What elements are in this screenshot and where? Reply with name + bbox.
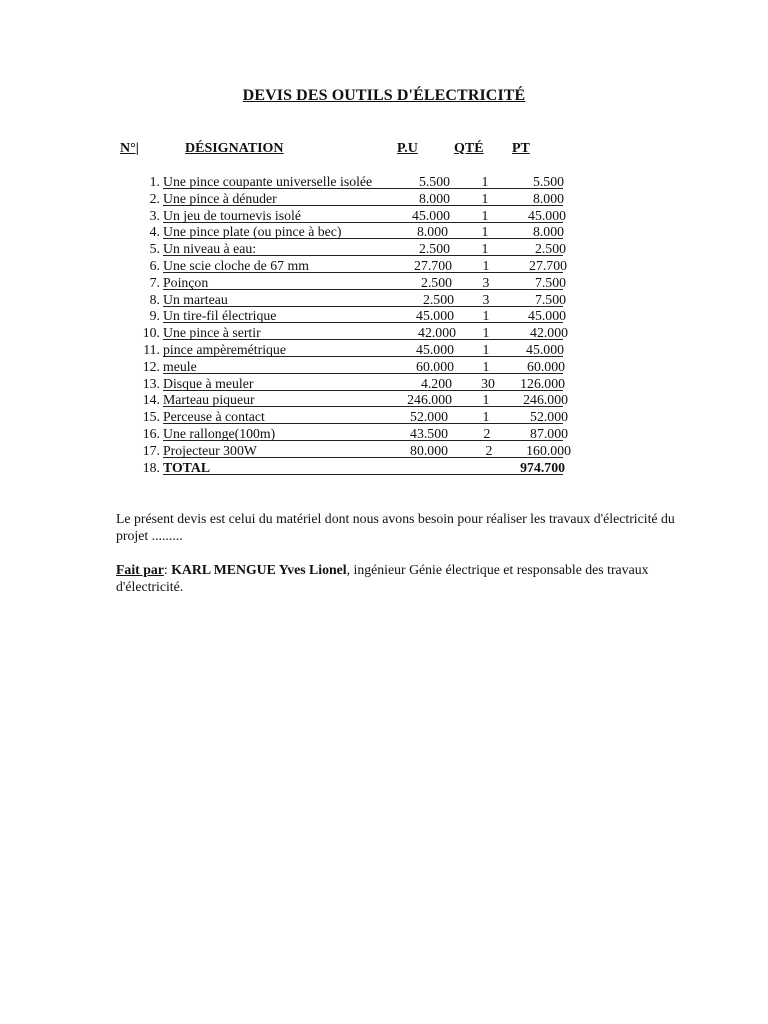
row-unit-price: 45.000 [416,341,454,357]
row-quantity: 1 [482,325,490,341]
row-quantity: 1 [482,409,490,425]
row-unit-price: 60.000 [416,358,454,374]
row-total-price: 246.000 [523,392,568,408]
row-number: 12. [142,358,160,374]
row-designation: Disque à meuler [163,375,254,391]
row-number: 14. [142,392,160,408]
table-row [0,191,768,208]
row-number: 7. [149,274,160,290]
signature-rest: , ingénieur Génie électrique et responsable des travaux d'électricité. [116,562,649,594]
row-total-price: 45.000 [528,308,566,324]
row-total-price: 5.500 [532,174,564,189]
row-number: 10. [142,325,160,341]
row-quantity: 1 [482,358,490,374]
row-designation: Marteau piqueur [163,392,255,408]
row-number: 17. [142,442,160,458]
row-quantity: 1 [482,308,490,324]
header-pu: P.U [397,141,418,156]
row-designation: Un tire-fil électrique [163,308,277,324]
row-designation: Perceuse à contact [163,409,265,425]
row-total-price: 27.700 [529,257,567,273]
row-total-price: 126.000 [520,375,565,391]
table-row [0,359,768,376]
row-total-price: 45.000 [526,341,564,357]
row-quantity: 2 [483,425,491,441]
row-unit-price: 43.500 [410,425,448,441]
row-number: 16. [142,425,160,441]
table-row [0,208,768,225]
row-number: 4. [149,224,160,240]
row-designation: Poinçon [163,274,209,290]
row-quantity: 1 [481,174,489,189]
header-num: N°| [120,141,139,156]
row-unit-price: 5.500 [418,174,450,189]
row-designation: Un jeu de tournevis isolé [163,207,301,223]
row-total-price: 42.000 [530,325,568,341]
row-unit-price: 4.200 [420,375,452,391]
signature-name: KARL MENGUE Yves Lionel [171,562,347,577]
table-row [0,292,768,309]
items-table [0,174,768,476]
row-quantity: 1 [482,341,490,357]
description-paragraph: Le présent devis est celui du matériel dont nous avons besoin pour réaliser les travaux d'électricité du projet ......... [116,511,675,543]
row-total-price: 60.000 [527,358,565,374]
row-designation: Une pince à dénuder [163,190,277,206]
header-designation: DÉSIGNATION [185,141,284,156]
row-quantity: 2 [485,442,493,458]
signature-paragraph [116,561,676,595]
total-label: TOTAL [163,459,211,475]
row-designation: Une scie cloche de 67 mm [163,257,309,273]
row-number: 2. [149,190,160,206]
row-unit-price: 246.000 [407,392,452,408]
row-unit-price: 8.000 [418,190,450,206]
row-total-price: 8.000 [532,190,564,206]
row-designation: Un marteau [163,291,228,307]
row-unit-price: 80.000 [410,442,448,458]
signature-sep: : [163,562,172,577]
row-designation: Une rallonge(100m) [163,425,276,441]
row-designation: Une pince coupante universelle isolée [163,174,373,189]
table-row [0,258,768,275]
row-number: 8. [149,291,160,307]
table-row [0,241,768,258]
total-value: 974.700 [520,459,565,475]
row-quantity: 1 [481,207,489,223]
row-designation: Projecteur 300W [163,442,257,458]
total-row [0,460,768,477]
row-designation: meule [163,358,197,374]
row-number: 6. [149,257,160,273]
table-row [0,174,768,191]
row-total-price: 52.000 [530,409,568,425]
row-total-price: 7.500 [534,274,566,290]
row-number: 9. [149,308,160,324]
table-row [0,426,768,443]
table-row [0,409,768,426]
row-number: 13. [142,375,160,391]
row-number: 11. [143,341,160,357]
table-row [0,325,768,342]
table-row [0,224,768,241]
row-number: 5. [149,241,160,257]
row-number: 15. [142,409,160,425]
row-quantity: 1 [481,241,489,257]
row-number: 3. [149,207,160,223]
row-unit-price: 42.000 [418,325,456,341]
row-unit-price: 45.000 [416,308,454,324]
table-row [0,308,768,325]
row-total-price: 45.000 [528,207,566,223]
row-unit-price: 2.500 [420,274,452,290]
row-quantity: 3 [482,291,490,307]
row-unit-price: 27.700 [414,257,452,273]
table-row [0,392,768,409]
row-total-price: 2.500 [534,241,566,257]
row-unit-price: 8.000 [416,224,448,240]
row-designation: pince ampèremétrique [163,341,286,357]
row-total-price: 8.000 [532,224,564,240]
header-pt: PT [512,141,530,156]
row-total-price: 87.000 [530,425,568,441]
row-quantity: 1 [482,257,490,273]
row-unit-price: 52.000 [410,409,448,425]
row-designation: Une pince à sertir [163,325,261,341]
row-quantity: 1 [482,392,490,408]
row-number: 1. [149,174,160,189]
total-number: 18. [142,459,160,475]
table-row [0,443,768,460]
row-unit-price: 2.500 [422,291,454,307]
row-unit-price: 2.500 [418,241,450,257]
table-row [0,342,768,359]
header-qte: QTÉ [454,141,484,156]
table-row [0,376,768,393]
table-row [0,275,768,292]
row-designation: Une pince plate (ou pince à bec) [163,224,342,240]
row-quantity: 1 [481,190,489,206]
row-total-price: 160.000 [526,442,571,458]
document-title: DEVIS DES OUTILS D'ÉLECTRICITÉ [242,87,526,104]
row-designation: Un niveau à eau: [163,241,257,257]
row-quantity: 1 [481,224,489,240]
row-unit-price: 45.000 [412,207,450,223]
row-quantity: 30 [481,375,495,391]
signature-label: Fait par [116,562,164,577]
row-total-price: 7.500 [534,291,566,307]
row-quantity: 3 [482,274,490,290]
